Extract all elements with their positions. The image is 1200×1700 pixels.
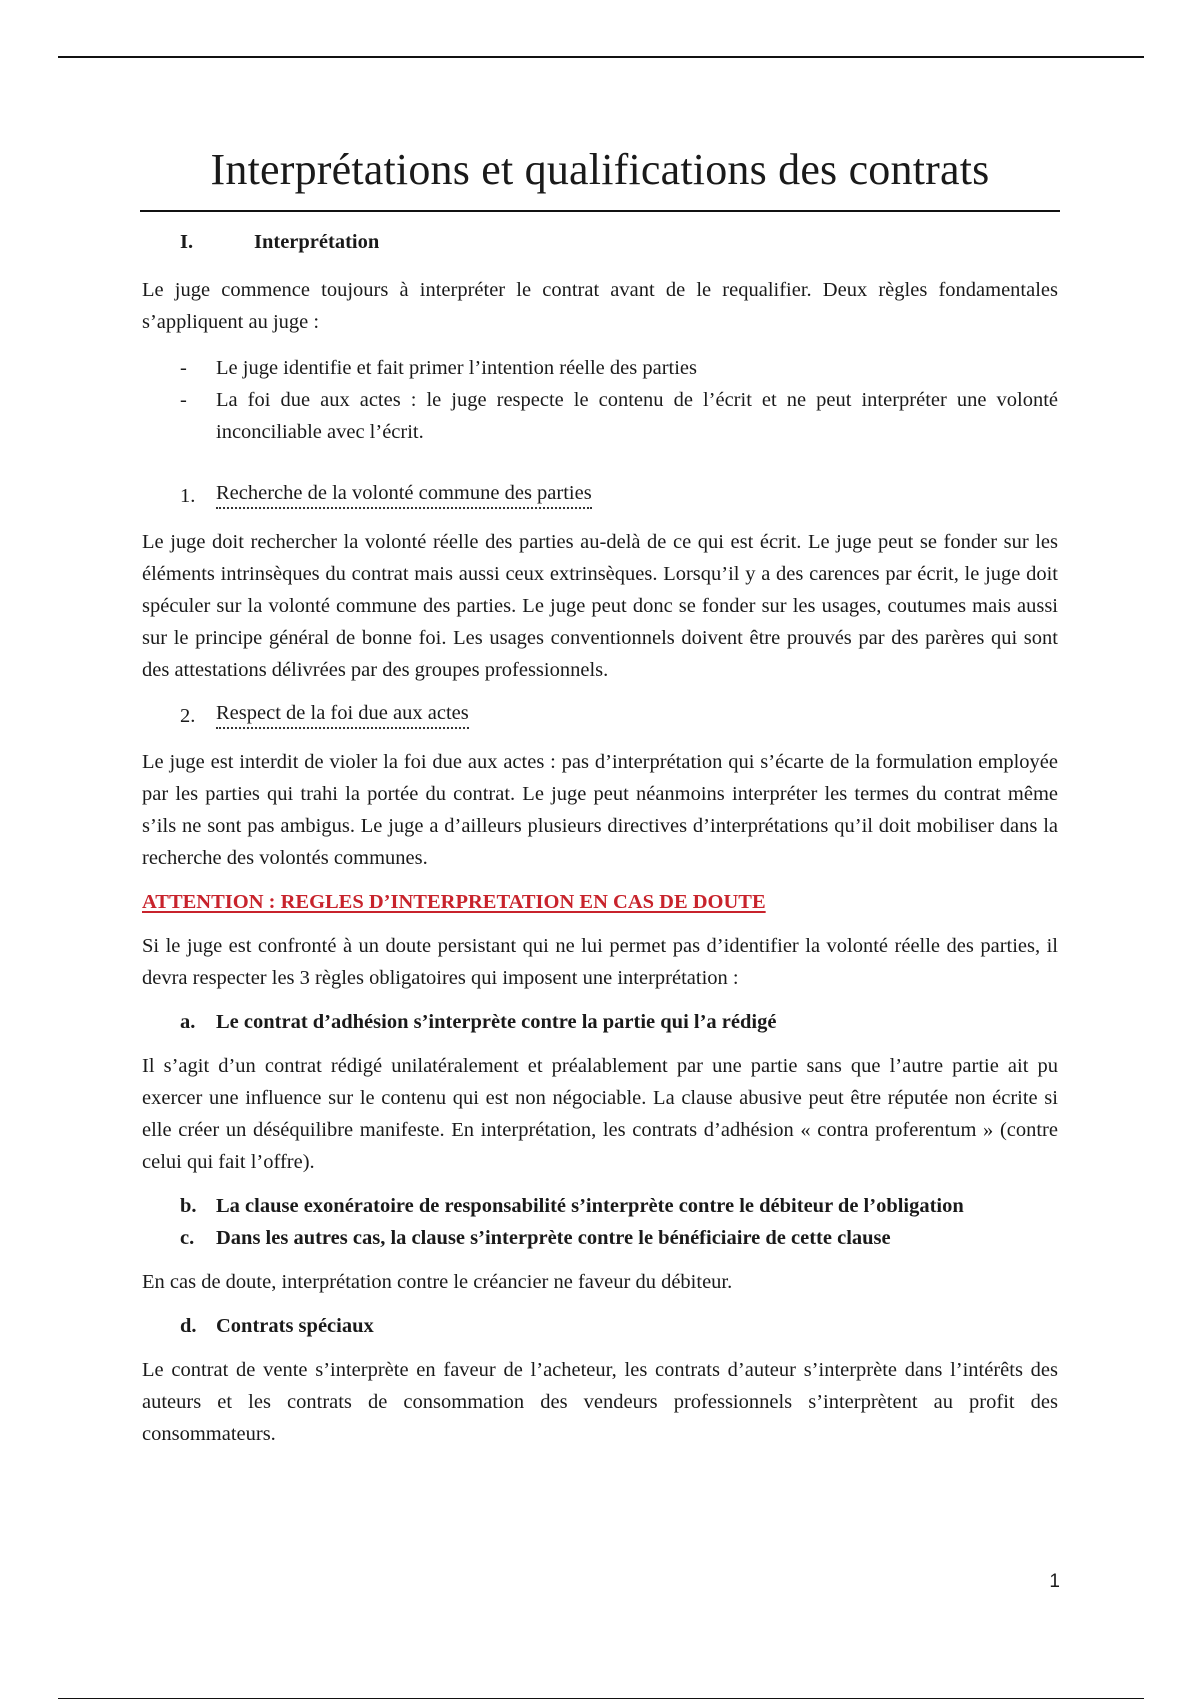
rules-list	[142, 352, 1058, 448]
document-body	[142, 222, 1058, 1450]
rule-label: Dans les autres cas, la clause s’interprète contre le bénéficiaire de cette clause	[216, 1227, 891, 1249]
rule-label: La clause exonératoire de responsabilité s’interprète contre le débiteur de l’obligation	[216, 1195, 964, 1217]
paragraph: Il s’agit d’un contrat rédigé unilatéralement et préalablement par une partie sans que l’autre partie ait pu exercer une influence sur le contenu qui est non négociable. La clause abusive peut être réputée non écrite si elle créer un déséquilibre manifeste. En interprétation, les contrats d’adhésion « contra proferentum » (contre celui qui fait l’offre).	[142, 1055, 1058, 1173]
header-rule	[58, 56, 1144, 58]
paragraph: Le contrat de vente s’interprète en faveur de l’acheteur, les contrats d’auteur s’interprète dans l’intérêts des auteurs et les contrats de consommation des vendeurs professionnels s’interprètent au profit des consommateurs.	[142, 1359, 1058, 1445]
paragraph: Si le juge est confronté à un doute persistant qui ne lui permet pas d’identifier la volonté réelle des parties, il devra respecter les 3 règles obligatoires qui imposent une interprétation :	[142, 935, 1058, 989]
rule-letter: d.	[180, 1315, 197, 1337]
rule-label: Contrats spéciaux	[216, 1315, 374, 1337]
rule-letter: b.	[180, 1195, 197, 1217]
rule-heading	[180, 1006, 1058, 1038]
page-number: 1	[1049, 1571, 1060, 1592]
section-label: Interprétation	[254, 231, 380, 253]
rule-heading	[180, 1222, 1058, 1254]
intro-paragraph: Le juge commence toujours à interpréter le contrat avant de le requalifier. Deux règles fondamentales s’appliquent au juge :	[142, 279, 1058, 333]
footer-rule	[58, 1698, 1144, 1699]
list-bullet: -	[180, 389, 187, 411]
subsection-label: Recherche de la volonté commune des parties	[216, 480, 592, 509]
list-item	[142, 352, 1058, 384]
paragraph: Le juge doit rechercher la volonté réelle des parties au-delà de ce qui est écrit. Le juge peut se fonder sur les éléments intrinsèques du contrat mais aussi ceux extrinsèques. Lorsqu’il y a des carences par écrit, le juge doit spéculer sur la volonté commune des parties. Le juge peut donc se fonder sur les usages, coutumes mais aussi sur le principe général de bonne foi. Les usages conventionnels doivent être prouvés par des parères qui sont des attestations délivrées par des groupes professionnels.	[142, 531, 1058, 681]
paragraph: Le juge est interdit de violer la foi due aux actes : pas d’interprétation qui s’écarte de la formulation employée par les parties qui trahi la portée du contrat. Le juge peut néanmoins interpréter les termes du contrat même s’ils ne sont pas ambigus. Le juge a d’ailleurs plusieurs directives d’interprétations qu’il doit mobiliser dans la recherche des volontés communes.	[142, 751, 1058, 869]
subsection-number: 1.	[180, 485, 196, 507]
subsection-label: Respect de la foi due aux actes	[216, 700, 469, 729]
document-title: Interprétations et qualifications des contrats	[210, 145, 990, 194]
section-number: I.	[180, 231, 194, 253]
section-heading	[180, 226, 1058, 258]
subsection-heading	[180, 480, 1058, 512]
rule-label: Le contrat d’adhésion s’interprète contre la partie qui l’a rédigé	[216, 1011, 777, 1033]
rule-heading	[180, 1190, 1058, 1222]
attention-heading: ATTENTION : REGLES D’INTERPRETATION EN CAS DE DOUTE	[142, 891, 766, 913]
list-item-text: Le juge identifie et fait primer l’intention réelle des parties	[216, 357, 697, 379]
list-item	[142, 384, 1058, 448]
rule-letter: a.	[180, 1011, 196, 1033]
subsection-heading	[180, 700, 1058, 732]
subsection-number: 2.	[180, 705, 196, 727]
rule-heading	[180, 1310, 1058, 1342]
paragraph: En cas de doute, interprétation contre le créancier ne faveur du débiteur.	[142, 1271, 733, 1293]
rule-letter: c.	[180, 1227, 195, 1249]
list-bullet: -	[180, 357, 187, 379]
title-underline	[140, 210, 1060, 212]
list-item-text: La foi due aux actes : le juge respecte le contenu de l’écrit et ne peut interpréter une volonté inconciliable avec l’écrit.	[216, 389, 1058, 443]
